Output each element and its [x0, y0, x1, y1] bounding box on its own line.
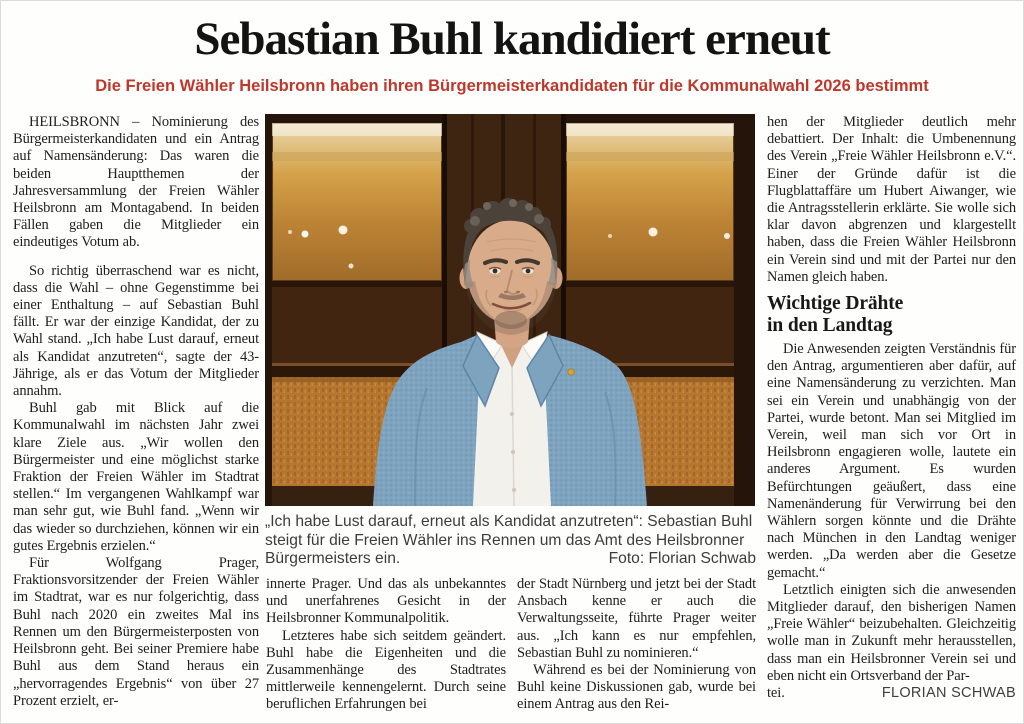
subheadline: Die Freien Wähler Heilsbronn haben ihren Bürgermeisterkandidaten für die Kommunalwahl 2026 bestimmt: [95, 77, 929, 95]
paragraph: Buhl gab mit Blick auf die Kommunalwahl im nächsten Jahr zwei klare Ziele aus. „Wir wollen den Bürgermeister und eine möglichst starke Fraktion der Freien Wähler im Stadtrat stellen.“ Im vergangenen Wahlkampf war man sehr gut, wie Buhl fand. „Wenn wir das wieder so durchziehen, können wir ein gutes Ergebnis erzielen.“: [13, 400, 259, 554]
paragraph: Für Wolfgang Prager, Fraktionsvorsitzender der Freien Wähler im Stadtrat, war es nur folgerichtig, dass Buhl nach 2020 ein zweites Mal ins Rennen um den Bürgermeisterposten von Heilsbronn geht. Bei seiner Premiere habe Buhl aus dem Stand heraus ein „hervorragendes Ergebnis“ von über 27 Prozent erzielt, er-: [13, 555, 259, 709]
middle-column-1: [266, 576, 506, 723]
author-byline: FLORIAN SCHWAB: [881, 685, 1016, 702]
right-column: [767, 114, 1016, 723]
paragraph: Während es bei der Nominierung von Buhl keine Diskussionen gab, wurde bei einem Antrag aus den Rei-: [517, 662, 756, 713]
paragraph: der Stadt Nürnberg und jetzt bei der Stadt Ansbach kenne er auch die Verwaltungsseite, führte Prager weiter aus. „Ich kann es nur empfehlen, Sebastian Buhl zu nominieren.“: [517, 576, 756, 661]
left-column: [13, 114, 259, 722]
paragraph: hen der Mitglieder deutlich mehr debattiert. Der Inhalt: die Umbenennung des Verein „Freie Wähler Heilsbronn e.V.“. Einer der Gründe dafür ist die Flugblattaffäre um Hubert Aiwanger, wie die Antragsstellerin erklärte. Sie wolle sich klar davon abgrenzen und klargestellt haben, dass die Freien Wähler Heilsbronn ein Verein sind und mit der Partei nur den Namen gleich haben.: [767, 114, 1016, 285]
paragraph: Letztlich einigten sich die anwesenden Mitglieder darauf, den bisherigen Namen „Freie Wähler“ beizubehalten. Gleichzeitig wolle man in Zukunft mehr herausstellen, dass man ein Heilsbronner Verein sei und eben nicht ein Ortsverband der Par-: [767, 581, 1016, 684]
paragraph-dateline: HEILSBRONN – Nominierung des Bürgermeisterkandidaten und ein Antrag auf Namensänderung: Das waren die beiden Hauptthemen der Jahresversammlung der Freien Wähler Heilsbronn am Montagabend. In beiden Fällen gaben die Mitglieder ein eindeutiges Votum ab.: [13, 114, 259, 251]
paragraph: Letzteres habe sich seitdem geändert. Buhl habe die Eigenheiten und die Zusammenhänge des Stadtrates mittlerweile kennengelernt. Durch seine beruflichen Erfahrungen bei: [266, 627, 506, 713]
headline: Sebastian Buhl kandidiert erneut: [194, 13, 830, 65]
paragraph-tail: tei.: [767, 685, 785, 702]
photo-caption-text: „Ich habe Lust darauf, erneut als Kandidat anzutreten“: Sebastian Buhl steigt für die Freien Wähler ins Rennen um das Amt des Heilsbronner Bürgermeisters ein.: [265, 513, 753, 568]
middle-column-2: [517, 576, 756, 723]
paragraph: innerte Prager. Und das als unbekanntes und unerfahrenes Gesicht in der Heilsbronner Kommunalpolitik.: [266, 576, 506, 627]
paragraph: So richtig überraschend war es nicht, dass die Wahl – ohne Gegenstimme bei einer Enthaltung – auf Sebastian Buhl fällt. Er war der einzige Kandidat, der zu Wahl stand. „Ich habe Lust darauf, erneut als Kandidat anzutreten“, sagte der 43-Jährige, als er das Votum der Mitglieder annahm.: [13, 262, 259, 400]
paragraph: Die Anwesenden zeigten Verständnis für den Antrag, argumentieren aber dafür, auf eine Namensänderung zu verzichten. Man sei ein Verein und unabhängig von der Partei, wurde betont. Man sei Mitglied im Verein, weil man sich vor Ort in Heilsbronn engagieren wolle, lautete ein anderes Argument. Es wurden Befürchtungen geäußert, dass eine Namenänderung für Verwirrung bei den Wählern sorgen könnte und die Drähte nach München in den Landtag weniger werden. „Da werden aber die Gesetze gemacht.“: [767, 341, 1016, 581]
section-subhead: [767, 293, 1016, 336]
section-subhead-line1: Wichtige Drähte: [767, 293, 904, 315]
byline-row: [767, 685, 1016, 702]
section-subhead-line2: in den Landtag: [767, 314, 893, 336]
photo-caption: [265, 513, 756, 569]
portrait-photo-sebastian-buhl: [265, 114, 755, 506]
article-photo: [265, 114, 755, 506]
photo-credit: Foto: Florian Schwab: [608, 550, 756, 568]
